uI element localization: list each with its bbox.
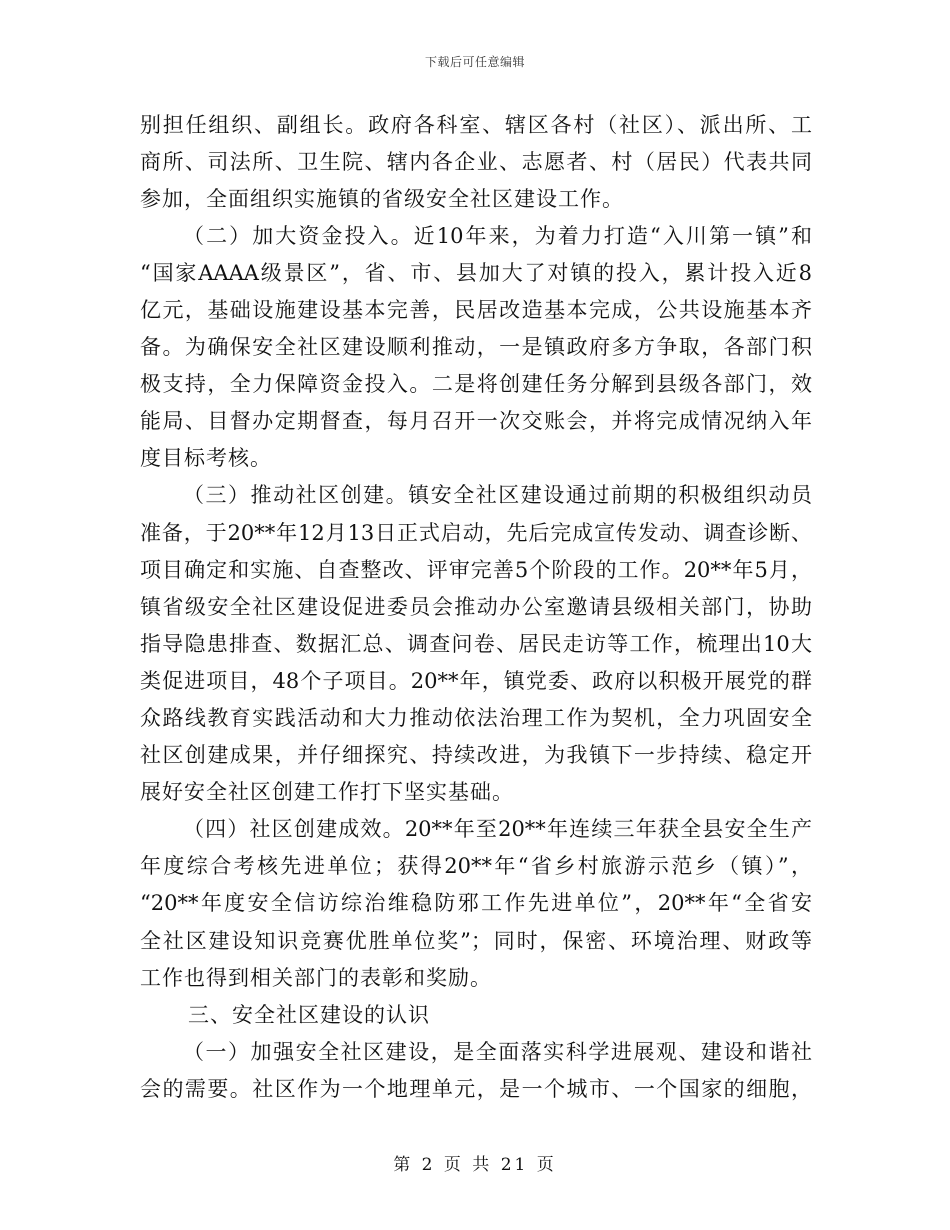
- paragraph-line: 会的需要。社区作为一个地理单元，是一个城市、一个国家的细胞，: [140, 1076, 812, 1101]
- paragraph-line: 年度综合考核先进单位；获得20**年“省乡村旅游示范乡（镇）”，: [140, 854, 812, 879]
- page-number-footer: 第 2 页 共 21 页: [393, 1155, 557, 1175]
- paragraph-line: 参加，全面组织实施镇的省级安全社区建设工作。: [140, 186, 624, 211]
- paragraph-line: （四）社区创建成效。20**年至20**年连续三年获全县安全生产: [183, 817, 812, 842]
- paragraph: [140, 811, 812, 996]
- paragraph-line: 亿元，基础设施建设基本完善，民居改造基本完成，公共设施基本齐: [140, 297, 812, 322]
- paragraph-line: 类促进项目，48个子项目。20**年，镇党委、政府以积极开展党的群: [140, 668, 812, 693]
- paragraph-line: 备。为确保安全社区建设顺利推动，一是镇政府多方争取，各部门积: [140, 335, 812, 360]
- paragraph-line: “20**年度安全信访综治维稳防邪工作先进单位”，20**年“全省安: [140, 891, 812, 916]
- paragraph-line: 展好安全社区创建工作打下坚实基础。: [140, 780, 514, 805]
- paragraph-line: 极支持，全力保障资金投入。二是将创建任务分解到县级各部门，效: [140, 372, 812, 397]
- paragraph-line: 商所、司法所、卫生院、辖内各企业、志愿者、村（居民）代表共同: [140, 149, 812, 174]
- paragraph-line: 指导隐患排查、数据汇总、调查问卷、居民走访等工作，梳理出10大: [140, 631, 812, 656]
- paragraph-line: 社区创建成果，并仔细探究、持续改进，为我镇下一步持续、稳定开: [140, 743, 812, 768]
- paragraph-line: 能局、目督办定期督查，每月召开一次交账会，并将完成情况纳入年: [140, 409, 812, 434]
- paragraph-line: 镇省级安全社区建设促进委员会推动办公室邀请县级相关部门，协助: [140, 594, 812, 619]
- paragraph-line: （三）推动社区创建。镇安全社区建设通过前期的积极组织动员: [183, 483, 812, 508]
- paragraph: [140, 218, 812, 478]
- paragraph-line: （一）加强安全社区建设，是全面落实科学进展观、建设和谐社: [183, 1039, 812, 1064]
- paragraph-line: 准备，于20**年12月13日正式启动，先后完成宣传发动、调查诊断、: [140, 520, 812, 545]
- paragraph-line: 工作也得到相关部门的表彰和奖励。: [140, 965, 492, 990]
- paragraph-line: 度目标考核。: [140, 446, 272, 471]
- paragraph-line: 别担任组织、副组长。政府各科室、辖区各村（社区）、派出所、工: [140, 112, 812, 137]
- page-header: 下载后可任意编辑: [424, 55, 525, 69]
- paragraph-line: “国家AAAA级景区”，省、市、县加大了对镇的投入，累计投入近8: [140, 260, 812, 285]
- paragraph: [140, 107, 812, 218]
- document-body: [140, 107, 812, 1109]
- paragraph-line: 众路线教育实践活动和大力推动依法治理工作为契机，全力巩固安全: [140, 706, 812, 730]
- paragraph-line: 项目确定和实施、自查整改、评审完善5个阶段的工作。20**年5月，: [140, 557, 812, 582]
- paragraph-line: （二）加大资金投入。近10年来，为着力打造“入川第一镇”和: [183, 223, 812, 248]
- paragraph: [140, 1034, 812, 1108]
- paragraph-line: 全社区建设知识竞赛优胜单位奖”；同时，保密、环境治理、财政等: [140, 928, 812, 953]
- paragraph: [140, 477, 812, 811]
- section-heading: 三、安全社区建设的认识: [188, 1002, 430, 1027]
